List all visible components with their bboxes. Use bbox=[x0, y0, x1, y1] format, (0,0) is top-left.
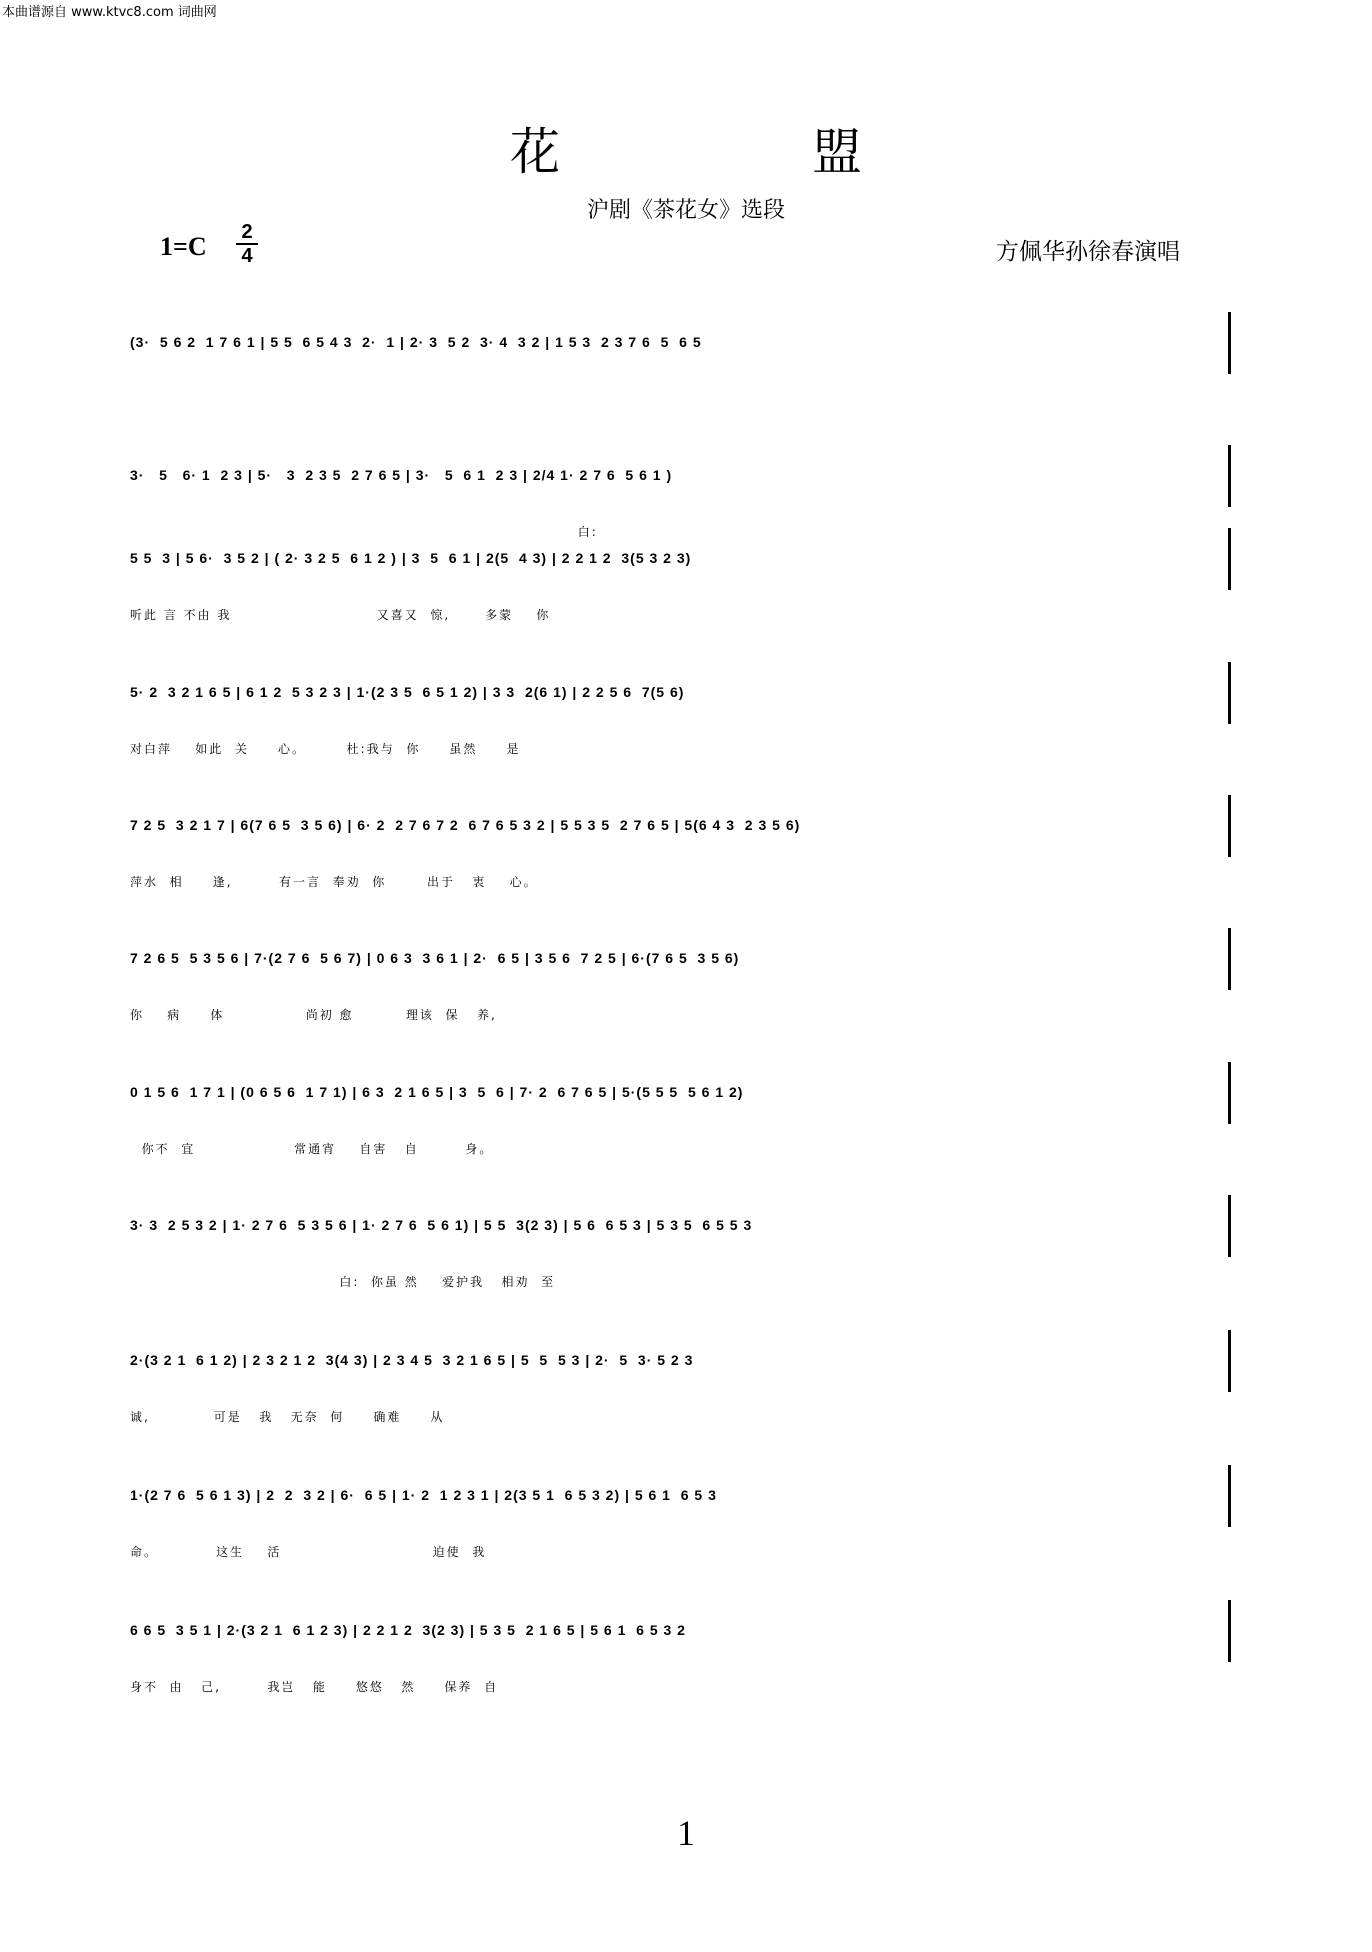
lyrics-line: 诚, 可是 我 无奈 何 确难 从 bbox=[130, 1410, 445, 1424]
final-barline bbox=[1228, 795, 1231, 857]
final-barline bbox=[1228, 1465, 1231, 1527]
lyrics-line: 听此 言 不由 我 又喜又 惊, 多蒙 你 bbox=[130, 608, 551, 622]
lyrics-line: 身不 由 己, 我岂 能 悠悠 然 保养 自 bbox=[130, 1680, 499, 1694]
final-barline bbox=[1228, 662, 1231, 724]
final-barline bbox=[1228, 1062, 1231, 1124]
key-signature: 1=C bbox=[160, 232, 207, 261]
lyrics-line: 你不 宜 常通宵 自害 自 身。 bbox=[130, 1142, 494, 1156]
song-subtitle: 沪剧《茶花女》选段 bbox=[586, 198, 785, 223]
lyrics-line: 你 病 体 尚初 愈 理该 保 养, bbox=[130, 1008, 497, 1022]
time-signature bbox=[236, 222, 258, 266]
performers: 方佩华孙徐春演唱 bbox=[996, 239, 1180, 265]
meter-top: 2 bbox=[241, 221, 253, 243]
song-title: 花 盟 bbox=[510, 123, 980, 181]
notation-line: 3· 3 2 5 3 2 | 1· 2 7 6 5 3 5 6 | 1· 2 7 6 5 6 1) | 5 5 3(2 3) | 5 6 6 5 3 | 5 3 5 6 5 5 3 bbox=[130, 1217, 753, 1233]
lyrics-line: 白: 你虽 然 爱护我 相劝 至 bbox=[130, 1275, 556, 1289]
notation-line: 7 2 5 3 2 1 7 | 6(7 6 5 3 5 6) | 6· 2 2 7 6 7 2 6 7 6 5 3 2 | 5 5 3 5 2 7 6 5 | 5(6 4 3 2 3 5 6) bbox=[130, 817, 801, 833]
lyrics-line: 对白萍 如此 关 心。 杜:我与 你 虽然 是 bbox=[130, 742, 521, 756]
notation-line: 1·(2 7 6 5 6 1 3) | 2 2 3 2 | 6· 6 5 | 1· 2 1 2 3 1 | 2(3 5 1 6 5 3 2) | 5 6 1 6 5 3 bbox=[130, 1487, 717, 1503]
lyrics-line: 命。 这生 活 迫使 我 bbox=[130, 1545, 487, 1559]
final-barline bbox=[1228, 312, 1231, 374]
notation-line: 0 1 5 6 1 7 1 | (0 6 5 6 1 7 1) | 6 3 2 1 6 5 | 3 5 6 | 7· 2 6 7 6 5 | 5·(5 5 5 5 6 1 2) bbox=[130, 1084, 744, 1100]
meter-bottom: 4 bbox=[241, 245, 253, 267]
notation-line: 2·(3 2 1 6 1 2) | 2 3 2 1 2 3(4 3) | 2 3 4 5 3 2 1 6 5 | 5 5 5 3 | 2· 5 3· 5 2 3 bbox=[130, 1352, 694, 1368]
final-barline bbox=[1228, 928, 1231, 990]
final-barline bbox=[1228, 1600, 1231, 1662]
notation-line: (3· 5 6 2 1 7 6 1 | 5 5 6 5 4 3 2· 1 | 2· 3 5 2 3· 4 3 2 | 1 5 3 2 3 7 6 5 6 5 bbox=[130, 334, 702, 350]
final-barline bbox=[1228, 445, 1231, 507]
notation-line: 5 5 3 | 5 6· 3 5 2 | ( 2· 3 2 5 6 1 2 ) | 3 5 6 1 | 2(5 4 3) | 2 2 1 2 3(5 3 2 3) bbox=[130, 550, 692, 566]
source-watermark: 本曲谱源自 www.ktvc8.com 词曲网 bbox=[2, 5, 217, 20]
final-barline bbox=[1228, 528, 1231, 590]
final-barline bbox=[1228, 1195, 1231, 1257]
lyrics-line: 萍水 相 逢, 有一言 奉劝 你 出于 衷 心。 bbox=[130, 875, 538, 889]
page-number: 1 bbox=[677, 1813, 695, 1853]
notation-line: 5· 2 3 2 1 6 5 | 6 1 2 5 3 2 3 | 1·(2 3 5 6 5 1 2) | 3 3 2(6 1) | 2 2 5 6 7(5 6) bbox=[130, 684, 685, 700]
notation-line: 3· 5 6· 1 2 3 | 5· 3 2 3 5 2 7 6 5 | 3· 5 6 1 2 3 | 2/4 1· 2 7 6 5 6 1 ) bbox=[130, 467, 673, 483]
lyrics-line: 白: bbox=[130, 525, 598, 539]
notation-line: 6 6 5 3 5 1 | 2·(3 2 1 6 1 2 3) | 2 2 1 2 3(2 3) | 5 3 5 2 1 6 5 | 5 6 1 6 5 3 2 bbox=[130, 1622, 686, 1638]
final-barline bbox=[1228, 1330, 1231, 1392]
notation-line: 7 2 6 5 5 3 5 6 | 7·(2 7 6 5 6 7) | 0 6 3 3 6 1 | 2· 6 5 | 3 5 6 7 2 5 | 6·(7 6 5 3 5 6) bbox=[130, 950, 740, 966]
